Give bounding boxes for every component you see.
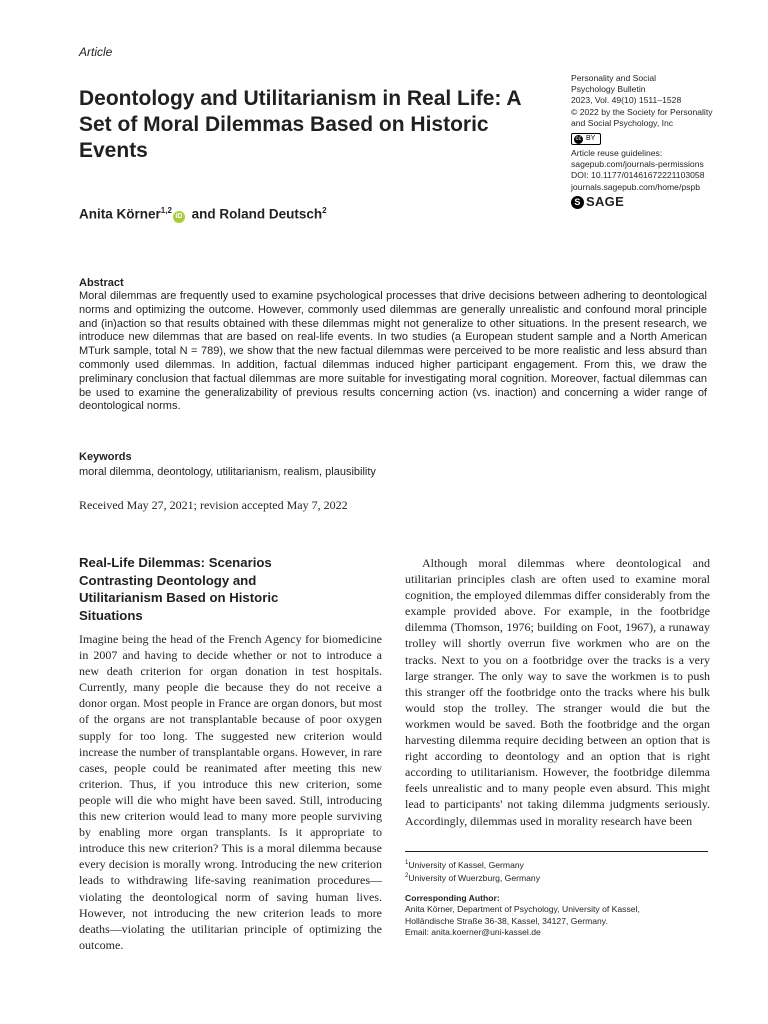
footnotes [405, 858, 710, 939]
author-1-name[interactable]: Anita Körner [79, 206, 161, 222]
keywords-text: moral dilemma, deontology, utilitarianism, realism, plausibility [79, 466, 376, 478]
permissions-link[interactable]: sagepub.com/journals-permissions [571, 159, 704, 170]
corresponding-author-line2: Holländische Straße 36-38, Kassel, 34127, Germany. [405, 915, 608, 926]
journal-name-line1: Personality and Social [571, 73, 657, 83]
orcid-icon[interactable]: iD [173, 211, 185, 223]
journal-home-link[interactable]: journals.sagepub.com/home/pspb [571, 181, 700, 192]
reuse-guidelines-label: Article reuse guidelines: [571, 148, 663, 159]
body-paragraph: Although moral dilemmas where deontological and utilitarian principles clash are often used to examine moral cognition, the employed dilemmas differ considerably from the example provided above. For example, in the footbridge dilemma (Thomson, 1976; building on Foot, 1967), a runaway trolley will shortly overrun five workmen who are on the tracks. Next to you on a footbridge over the tracks is a very large stranger. The only way to save the workmen is to push this stranger off the footbridge onto the tracks where his bulk would stop the trolley. The stranger would die but the workmen would be saved. Both the footbridge and the organ harvesting dilemma require deciding between an option that is right according to deontology and an option that is right according to utilitarianism. However, the footbridge dilemma feels unrealistic and to many people even absurd. This might lead to participants' not taking dilemma judgments seriously. Accordingly, dilemmas used in morality research have been [405, 556, 710, 828]
journal-metadata [571, 73, 731, 209]
affiliation-2 [405, 871, 710, 884]
journal-name-line2: Psychology Bulletin [571, 84, 646, 95]
body-column-right [405, 555, 710, 829]
journal-volume: 2023, Vol. 49(10) 1511–1528 [571, 95, 682, 106]
sage-logo-icon: S [571, 196, 584, 209]
article-title: Deontology and Utilitarianism in Real Life: A Set of Moral Dilemmas Based on Historic Events [79, 87, 521, 162]
abstract-heading: Abstract [79, 277, 124, 289]
author-2-name[interactable]: and Roland Deutsch [187, 206, 323, 222]
footnote-divider [405, 851, 708, 852]
cc-icon: cc [575, 136, 582, 143]
doi-link[interactable]: DOI: 10.1177/01461672221103058 [571, 170, 705, 181]
article-type-label: Article [79, 45, 113, 59]
received-dates: Received May 27, 2021; revision accepted May 7, 2022 [79, 498, 348, 512]
cc-by-label: BY [586, 135, 596, 143]
corresponding-author-line1: Anita Körner, Department of Psychology, University of Kassel, [405, 904, 640, 915]
affiliation-2-number: 2 [405, 873, 409, 880]
sage-logo [571, 193, 731, 209]
abstract-text: Moral dilemmas are frequently used to examine psychological processes that drive decisions between adhering to deontological norms and optimizing the outcome. However, commonly used dilemmas are generally unrealistic and confound moral principle and (in)action so that results obtained with these dilemmas might not generalize to other situations. In the present research, we introduce new dilemmas that are based on real-life events. In two studies (a European student sample and a North American MTurk sample, total N = 789), we show that the new factual dilemmas were perceived to be more realistic and less absurd than commonly used dilemmas. In addition, factual dilemmas induced higher participant engagement. From this, we draw the preliminary conclusion that factual dilemmas are more suitable for investigating moral cognition. Moreover, factual dilemmas can be used to examine the generalizability of previous results concerning action (vs. inaction) and concerning a wider range of deontological norms. [79, 290, 707, 413]
section-heading: Real-Life Dilemmas: Scenarios Contrasting Deontology and Utilitarianism Based on Historic Situations [79, 555, 279, 623]
body-paragraph: Imagine being the head of the French Agency for biomedicine in 2007 and having to decide whether or not to introduce a new death criterion for organ donation in test hospitals. Currently, many people die because they do not receive a donor organ. Most people in France are organ donors, but most of the organs are not transplantable because of poor oxygen supply for too long. The suggested new criterion would increase the number of transplantable organs. However, in rare cases, people could be reanimated after meeting this new criterion. Thus, if you introduce this new criterion, some people will die who might have been saved. Still, introducing this new criterion would lead to many more people surviving by enabling more organ transplants. Is it appropriate to introduce this new criterion? This is a moral dilemma because every decision is morally wrong. Introducing the new criterion leads to withdrawing life-saving reanimation procedures—violating the deontological norm of saving human lives. However, not introducing the new criterion leads to more deaths—violating the utilitarian principle of optimizing the outcome. [79, 632, 382, 952]
corresponding-author-heading: Corresponding Author: [405, 892, 500, 903]
affiliation-1-number: 1 [405, 860, 409, 866]
copyright-line1: © 2022 by the Society for Personality [571, 106, 713, 117]
affiliation-2-text: University of Wuerzburg, Germany [408, 873, 540, 884]
sage-logo-text: SAGE [586, 193, 625, 209]
corresponding-author-email[interactable]: Email: anita.koerner@uni-kassel.de [405, 927, 541, 938]
body-column-left [79, 631, 382, 953]
author-1-affiliation: 1,2 [160, 206, 172, 215]
copyright-line2: and Social Psychology, Inc [571, 117, 674, 128]
affiliation-1-text: University of Kassel, Germany [408, 859, 524, 870]
keywords-heading: Keywords [79, 451, 132, 463]
creative-commons-badge[interactable] [571, 133, 601, 145]
author-2-affiliation: 2 [322, 206, 327, 215]
affiliation-1 [405, 858, 710, 871]
author-list [79, 206, 327, 223]
